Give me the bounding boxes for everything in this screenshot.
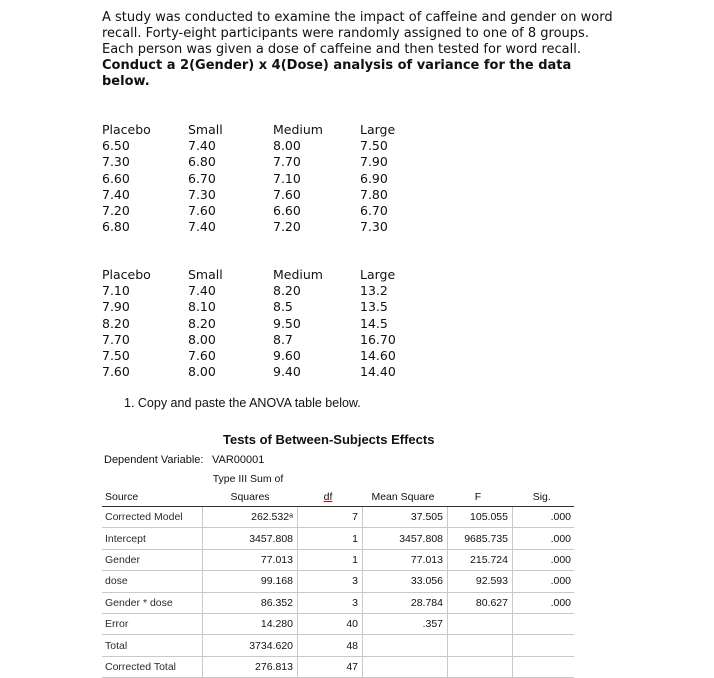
cell: 7.80	[360, 186, 388, 202]
header-f: F	[448, 488, 513, 507]
problem-instruction: Conduct a 2(Gender) x 4(Dose) analysis of variance for the data below.	[102, 58, 572, 89]
table-row	[102, 507, 574, 528]
column-medium	[273, 122, 323, 235]
table-row	[102, 549, 574, 570]
cell: 7.60	[188, 202, 216, 218]
cell: 7.70	[273, 154, 301, 170]
cell: 8.10	[188, 299, 216, 315]
row-sig: .000	[513, 528, 575, 549]
row-source: Gender * dose	[102, 592, 203, 613]
cell: 7.20	[102, 202, 130, 218]
row-ms: 33.056	[363, 571, 448, 592]
cell: 7.60	[188, 347, 216, 363]
row-sig	[513, 635, 575, 656]
cell: 9.40	[273, 364, 301, 380]
cell: 13.5	[360, 299, 388, 315]
row-df: 40	[298, 613, 363, 634]
cell: 8.00	[273, 138, 301, 154]
cell: 7.40	[188, 138, 216, 154]
column-placebo	[102, 122, 151, 235]
cell: 7.30	[102, 154, 130, 170]
column-header: Medium	[273, 267, 323, 282]
dependent-variable-label: Dependent Variable:	[104, 454, 204, 466]
cell: 8.7	[273, 331, 293, 347]
row-ms: 37.505	[363, 507, 448, 528]
header-ms: Mean Square	[363, 488, 448, 507]
cell: 8.20	[273, 283, 301, 299]
cell: 6.80	[188, 154, 216, 170]
cell: 7.30	[360, 219, 388, 235]
cell: 8.5	[273, 299, 293, 315]
cell: 14.60	[360, 347, 396, 363]
column-header: Large	[360, 267, 396, 282]
row-ss: 86.352	[203, 592, 298, 613]
table-header-row	[102, 488, 574, 507]
row-source: Total	[102, 635, 203, 656]
row-df: 1	[298, 549, 363, 570]
cell: 8.20	[102, 315, 130, 331]
cell: 7.40	[188, 219, 216, 235]
row-f	[448, 613, 513, 634]
row-source: Intercept	[102, 528, 203, 549]
cell: 8.00	[188, 331, 216, 347]
question-1: 1. Copy and paste the ANOVA table below.	[124, 396, 361, 410]
row-source: Gender	[102, 549, 203, 570]
header-source: Source	[102, 488, 203, 507]
row-ms	[363, 635, 448, 656]
cell: 7.10	[273, 170, 301, 186]
cell: 7.60	[102, 364, 130, 380]
row-sig: .000	[513, 571, 575, 592]
row-f: 80.627	[448, 592, 513, 613]
row-source: Corrected Model	[102, 507, 203, 528]
row-ss: 77.013	[203, 549, 298, 570]
header-ss: Squares	[203, 488, 298, 507]
row-ss: 3457.808	[203, 528, 298, 549]
problem-text: A study was conducted to examine the impact of caffeine and gender on word recall. Forty-eight participants were randomly assigned to one of 8 groups. Each person was given a dose of caffeine and then tested for word recall.	[102, 10, 613, 57]
cell: 6.60	[102, 170, 130, 186]
cell: 16.70	[360, 331, 396, 347]
table-row	[102, 528, 574, 549]
cell: 7.30	[188, 186, 216, 202]
row-f: 105.055	[448, 507, 513, 528]
cell: 14.40	[360, 364, 396, 380]
anova-title: Tests of Between-Subjects Effects	[223, 432, 435, 447]
row-f: 92.593	[448, 571, 513, 592]
cell: 7.70	[102, 331, 130, 347]
header-ss-top: Type III Sum of	[212, 473, 284, 485]
row-ss: 14.280	[203, 613, 298, 634]
row-ms: 3457.808	[363, 528, 448, 549]
column-placebo	[102, 267, 151, 380]
cell: 6.70	[360, 202, 388, 218]
column-header: Placebo	[102, 122, 151, 137]
column-header: Placebo	[102, 267, 151, 282]
row-sig	[513, 613, 575, 634]
table-row	[102, 571, 574, 592]
row-source: Error	[102, 613, 203, 634]
row-ms: .357	[363, 613, 448, 634]
cell: 9.50	[273, 315, 301, 331]
cell: 6.90	[360, 170, 388, 186]
row-source: dose	[102, 571, 203, 592]
table-row	[102, 613, 574, 634]
column-header: Small	[188, 122, 223, 137]
row-ms: 28.784	[363, 592, 448, 613]
cell: 7.60	[273, 186, 301, 202]
row-df: 3	[298, 592, 363, 613]
row-df: 3	[298, 571, 363, 592]
cell: 7.10	[102, 283, 130, 299]
column-large	[360, 267, 396, 380]
table-header-row	[102, 470, 574, 488]
problem-statement	[102, 10, 622, 90]
cell: 7.90	[102, 299, 130, 315]
row-source: Corrected Total	[102, 656, 203, 677]
dependent-variable	[104, 454, 265, 466]
cell: 7.50	[102, 347, 130, 363]
cell: 7.90	[360, 154, 388, 170]
column-header: Medium	[273, 122, 323, 137]
column-large	[360, 122, 395, 235]
anova-table	[102, 470, 574, 678]
dependent-variable-value: VAR00001	[212, 454, 265, 466]
cell: 8.20	[188, 315, 216, 331]
row-ms: 77.013	[363, 549, 448, 570]
row-f	[448, 635, 513, 656]
cell: 6.70	[188, 170, 216, 186]
cell: 13.2	[360, 283, 388, 299]
cell: 6.50	[102, 138, 130, 154]
column-header: Small	[188, 267, 223, 282]
row-df: 47	[298, 656, 363, 677]
cell: 6.60	[273, 202, 301, 218]
header-sig: Sig.	[513, 488, 575, 507]
row-f	[448, 656, 513, 677]
row-ss: 3734.620	[203, 635, 298, 656]
cell: 9.60	[273, 347, 301, 363]
cell: 8.00	[188, 364, 216, 380]
row-ms	[363, 656, 448, 677]
row-ss: 99.168	[203, 571, 298, 592]
column-medium	[273, 267, 323, 380]
cell: 7.20	[273, 219, 301, 235]
row-sig: .000	[513, 549, 575, 570]
column-small	[188, 267, 223, 380]
row-ss: 262.532ᵃ	[203, 507, 298, 528]
header-df: df	[323, 491, 333, 503]
cell: 7.40	[102, 186, 130, 202]
cell: 7.50	[360, 138, 388, 154]
row-df: 1	[298, 528, 363, 549]
row-ss: 276.813	[203, 656, 298, 677]
row-sig: .000	[513, 507, 575, 528]
row-f: 215.724	[448, 549, 513, 570]
column-small	[188, 122, 223, 235]
row-df: 48	[298, 635, 363, 656]
table-row	[102, 592, 574, 613]
row-f: 9685.735	[448, 528, 513, 549]
row-sig	[513, 656, 575, 677]
cell: 6.80	[102, 219, 130, 235]
cell: 7.40	[188, 283, 216, 299]
cell: 14.5	[360, 315, 388, 331]
row-df: 7	[298, 507, 363, 528]
row-sig: .000	[513, 592, 575, 613]
column-header: Large	[360, 122, 396, 137]
table-row	[102, 656, 574, 677]
table-row	[102, 635, 574, 656]
